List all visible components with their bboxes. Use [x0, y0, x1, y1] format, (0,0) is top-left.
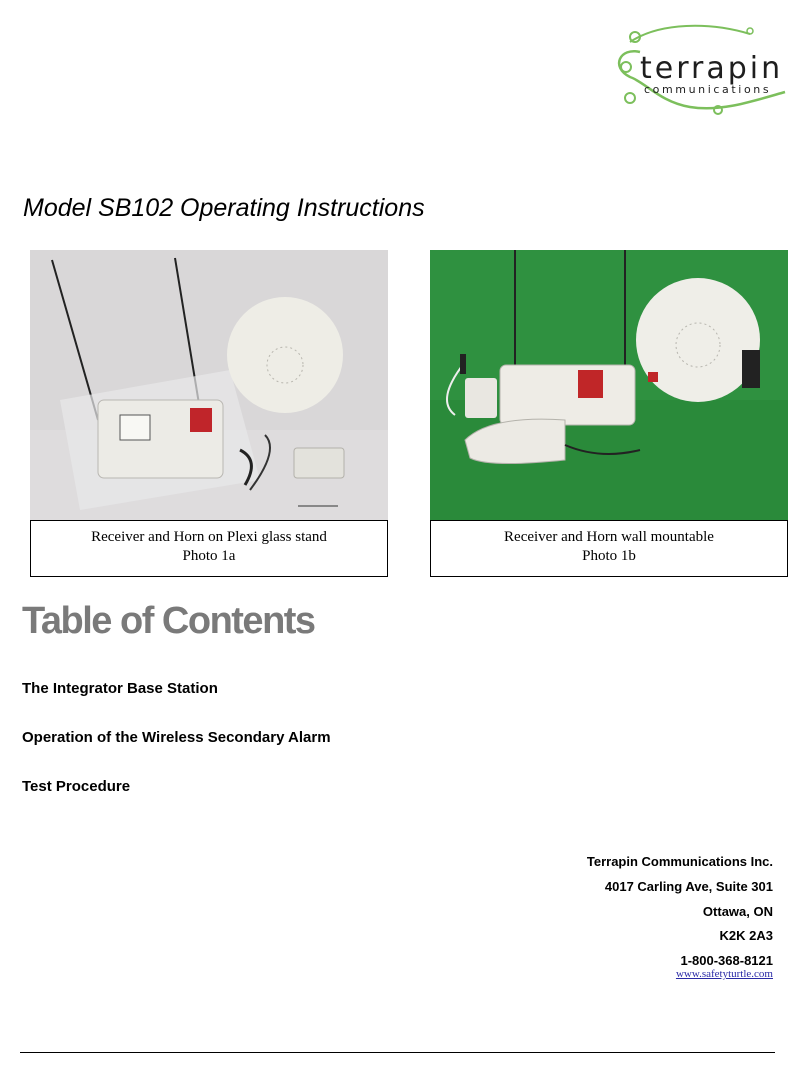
photo-1b-caption	[430, 520, 788, 577]
contact-city: Ottawa, ON	[702, 904, 773, 919]
contact-street: 4017 Carling Ave, Suite 301	[604, 879, 773, 894]
photo-1a	[30, 250, 388, 520]
contact-phone: 1-800-368-8121	[680, 953, 773, 968]
photo-1a-caption	[30, 520, 388, 577]
photo-1a-caption-text: Receiver and Horn on Plexi glass stand	[91, 529, 327, 545]
logo-name: terrapin	[640, 51, 784, 86]
logo-subtitle: communications	[644, 83, 772, 96]
photo-1a-label: Photo 1a	[182, 548, 236, 564]
toc-item-integrator[interactable]: The Integrator Base Station	[22, 680, 218, 697]
photo-1b	[430, 250, 788, 520]
footer-divider	[20, 1052, 775, 1053]
contact-company: Terrapin Communications Inc.	[586, 854, 773, 869]
toc-heading: Table of Contents	[22, 600, 315, 642]
toc-item-test-procedure[interactable]: Test Procedure	[22, 778, 131, 795]
toc-item-wireless-alarm[interactable]: Operation of the Wireless Secondary Alarm	[22, 729, 331, 746]
company-logo	[600, 22, 790, 122]
document-title: Model SB102 Operating Instructions	[23, 194, 425, 222]
website-link[interactable]: www.safetyturtle.com	[675, 968, 773, 980]
contact-postal: K2K 2A3	[719, 928, 773, 943]
photo-1b-label: Photo 1b	[582, 548, 636, 564]
photo-1b-caption-text: Receiver and Horn wall mountable	[504, 529, 714, 545]
